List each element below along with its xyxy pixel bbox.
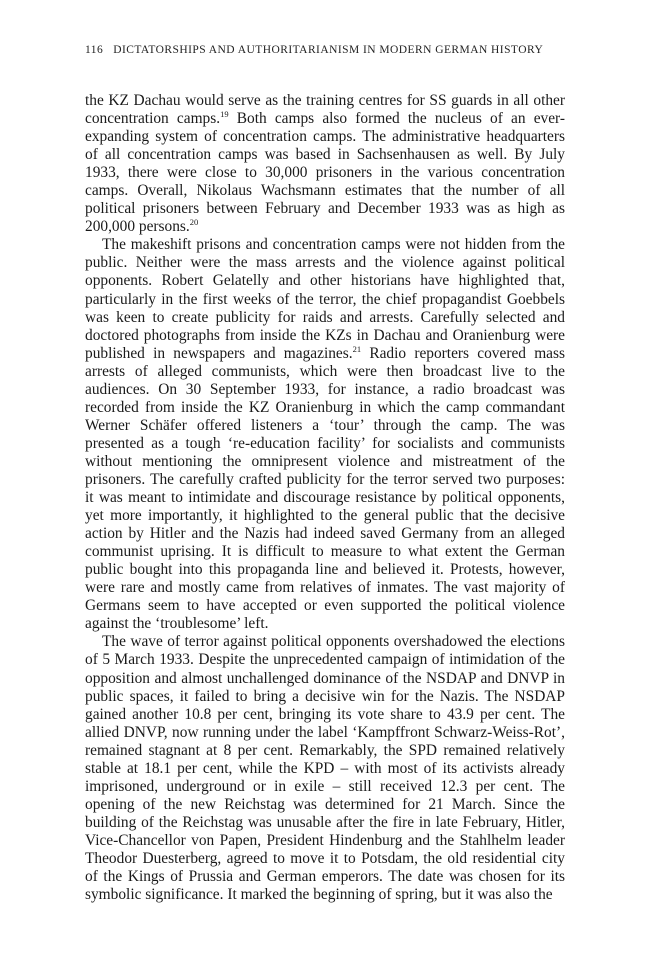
text-run: Both camps also formed the nucleus of an ever-expanding system of concentration camps. The administrative headquarters of all concentration camps was based in Sachsenhausen as well. By July 1933, there were close to 30,000 prisoners in the various concentration camps. Overall, Nikolaus Wachsmann estimates that the number of all political prisoners between February and December 1933 was as high as 200,000 persons. xyxy=(85,110,565,236)
body-text xyxy=(85,92,565,904)
text-run: Radio reporters covered mass arrests of alleged communists, which were then broadcast live to the audiences. On 30 September 1933, for instance, a radio broadcast was recorded from inside the KZ Oranienburg in which the camp commandant Werner Schäfer offered listeners a ‘tour’ through the camp. The was presented as a tough ‘re-education facility’ for socialists and communists without mentioning the omnipresent violence and mistreatment of the prisoners. The carefully crafted publicity for the terror served two purposes: it was meant to intimidate and discourage resistance by political opponents, yet more importantly, it highlighted to the general public that the decisive action by Hitler and the Nazis had indeed saved Germany from an alleged communist uprising. It is difficult to measure to what extent the German public bought into this propaganda line and believed it. Protests, however, were rare and mostly came from relatives of inmates. The vast majority of Germans seem to have accepted or even supported the political violence against the ‘troublesome’ left. xyxy=(85,344,565,633)
footnote-ref-20: 20 xyxy=(189,217,199,228)
text-run: The makeshift prisons and concentration camps were not hidden from the public. Neither were the mass arrests and the violence against political opponents. Robert Gelatelly and other historians have highlighted that, particularly in the first weeks of the terror, the chief propagandist Goebbels was keen to create publicity for raids and arrests. Carefully selected and doctored photographs from inside the KZs in Dachau and Oranienburg were published in newspapers and magazines. xyxy=(85,236,565,362)
running-title: DICTATORSHIPS AND AUTHORITARIANISM IN MODERN GERMAN HISTORY xyxy=(113,44,544,56)
text-run: the KZ Dachau would serve as the training centres for SS guards in all other concentration camps. xyxy=(85,92,565,128)
running-header xyxy=(85,44,565,56)
paragraph-3 xyxy=(85,633,565,904)
paragraph-2 xyxy=(85,236,565,633)
footnote-ref-21: 21 xyxy=(352,343,362,354)
paragraph-1 xyxy=(85,92,565,236)
page-number: 116 xyxy=(85,44,104,56)
footnote-ref-19: 19 xyxy=(220,109,229,120)
text-run: The wave of terror against political opponents overshadowed the elections of 5 March 1933. Despite the unprecedented campaign of intimidation of the opposition and almost unchallenged dominance of the NSDAP and DNVP in public spaces, it failed to bring a decisive win for the Nazis. The NSDAP gained another 10.8 per cent, bringing its vote share to 43.9 per cent. The allied DNVP, now running under the label ‘Kampffront Schwarz-Weiss-Rot’, remained stagnant at 8 per cent. Remarkably, the SPD remained relatively stable at 18.1 per cent, while the KPD – with most of its activists already imprisoned, underground or in exile – still received 12.3 per cent. The opening of the new Reichstag was determined for 21 March. Since the building of the Reichstag was unusable after the fire in late February, Hitler, Vice-Chancellor von Papen, President Hindenburg and the Stahlhelm leader Theodor Duesterberg, agreed to move it to Potsdam, the old residential city of the Kings of Prussia and German emperors. The date was chosen for its symbolic significance. It marked the beginning of spring, but it was also the xyxy=(85,633,565,904)
